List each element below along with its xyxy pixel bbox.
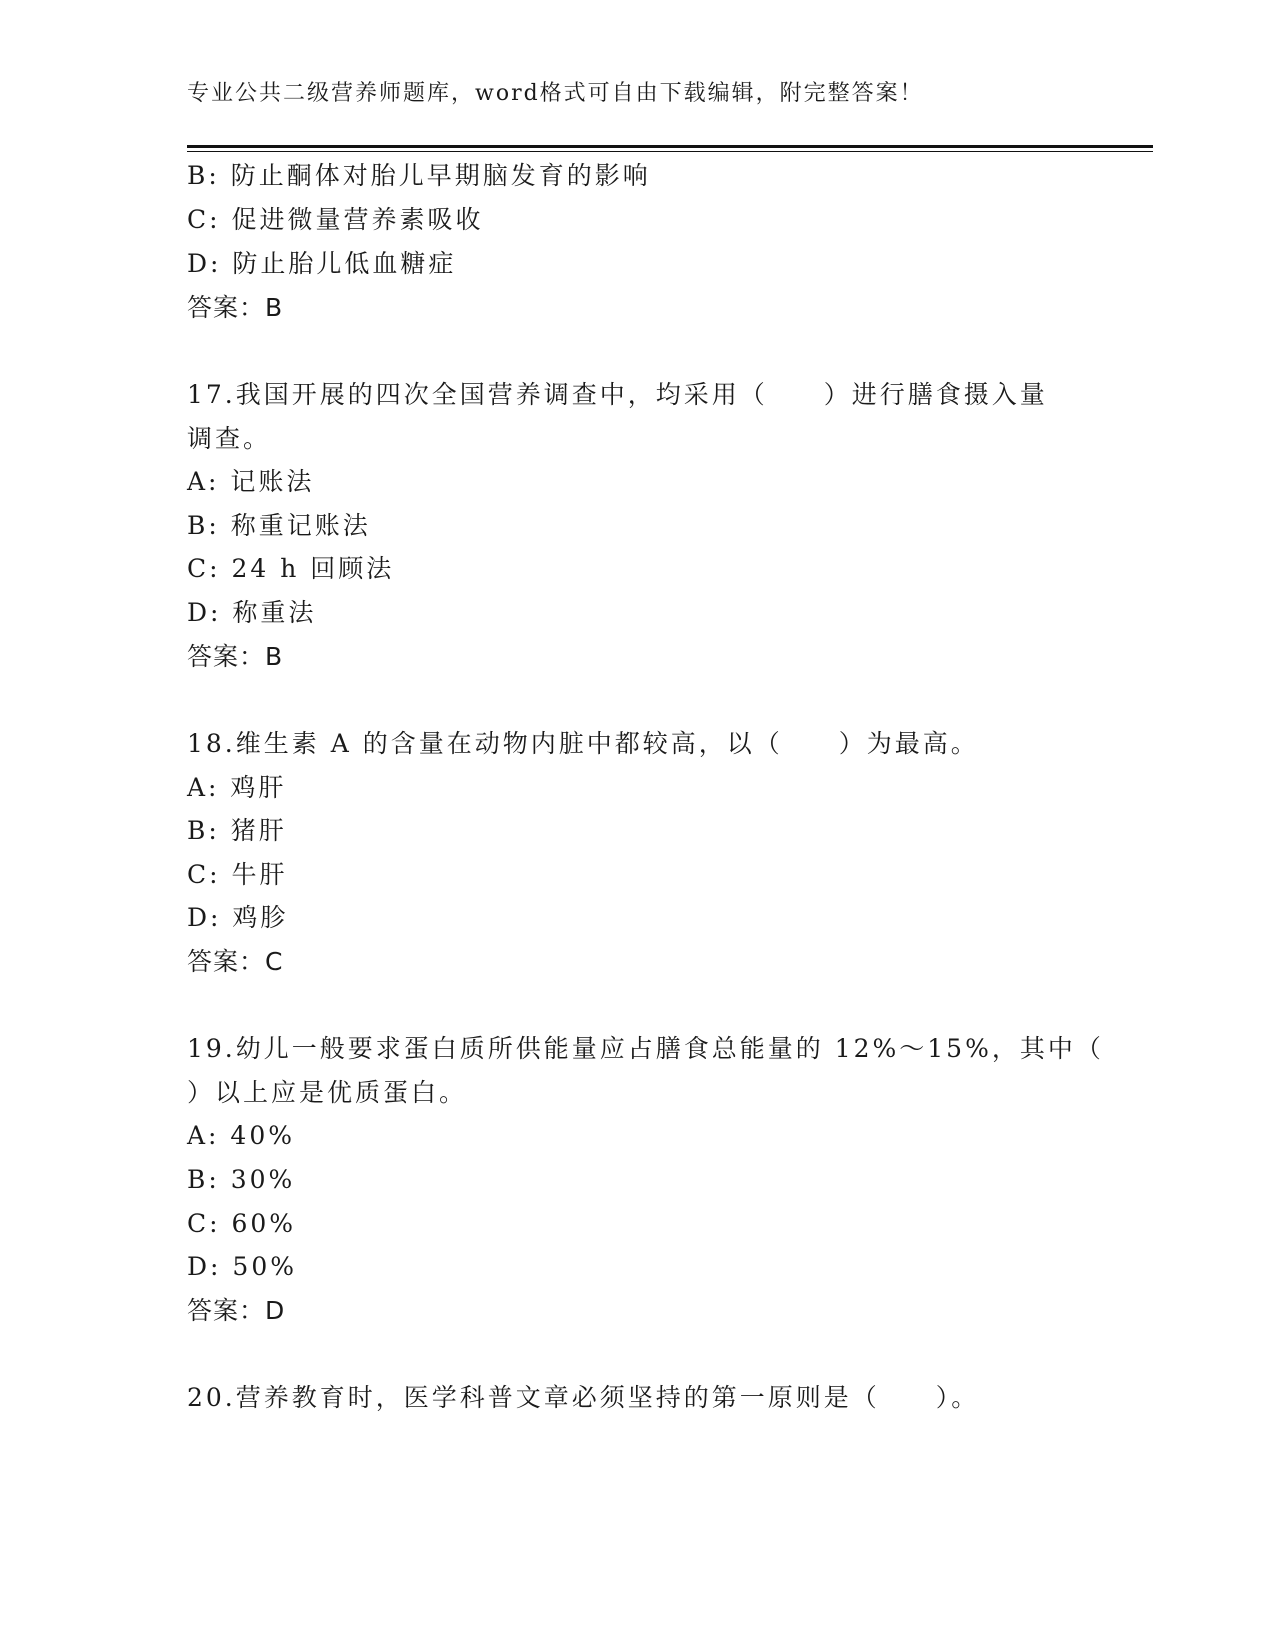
header-rule-thin (187, 151, 1153, 152)
q19-answer: 答案：D (187, 1296, 286, 1325)
q18-option-b: B: 猪肝 (187, 816, 287, 845)
q17-option-d: D: 称重法 (187, 598, 317, 627)
q16-answer: 答案：B (187, 293, 284, 322)
q16-option-b: B: 防止酮体对胎儿早期脑发育的影响 (187, 161, 651, 190)
q19-stem-line2: ）以上应是优质蛋白。 (187, 1078, 468, 1107)
q17-answer: 答案：B (187, 642, 284, 671)
header-rule-thick (187, 145, 1153, 148)
q19-option-a: A: 40% (187, 1121, 295, 1150)
q20-stem-line1: 20.营养教育时，医学科普文章必须坚持的第一原则是（ ）。 (187, 1383, 980, 1412)
q18-option-d: D: 鸡胗 (187, 903, 289, 932)
q19-stem-line1: 19.幼儿一般要求蛋白质所供能量应占膳食总能量的 12%～15%，其中（ (187, 1034, 1104, 1063)
q18-option-c: C: 牛肝 (187, 860, 288, 889)
q18-stem-line1: 18.维生素 A 的含量在动物内脏中都较高，以（ ）为最高。 (187, 729, 979, 758)
q16-option-c: C: 促进微量营养素吸收 (187, 205, 484, 234)
q18-option-a: A: 鸡肝 (187, 773, 287, 802)
q19-option-d: D: 50% (187, 1252, 297, 1281)
q16-option-d: D: 防止胎儿低血糖症 (187, 249, 457, 278)
q18-answer: 答案：C (187, 947, 284, 976)
q19-option-c: C: 60% (187, 1209, 297, 1238)
q17-option-b: B: 称重记账法 (187, 511, 371, 540)
q17-stem-line1: 17.我国开展的四次全国营养调查中，均采用（ ）进行膳食摄入量 (187, 380, 1048, 409)
q17-stem-line2: 调查。 (187, 424, 272, 453)
q17-option-c: C: 24 h 回顾法 (187, 554, 395, 583)
page-header: 专业公共二级营养师题库，word格式可自由下载编辑，附完整答案！ (187, 81, 924, 106)
q19-option-b: B: 30% (187, 1165, 296, 1194)
q17-option-a: A: 记账法 (187, 467, 315, 496)
